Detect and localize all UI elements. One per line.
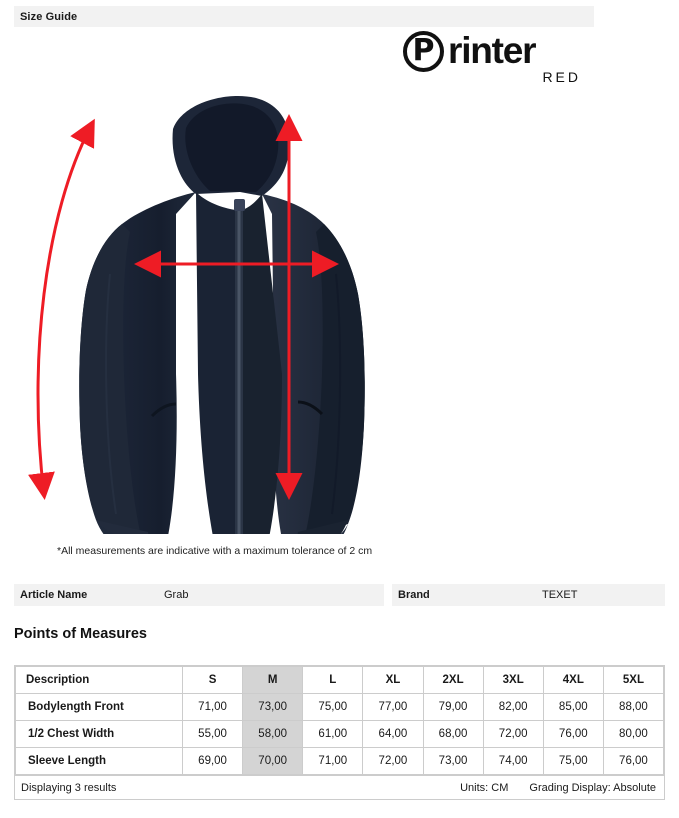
cell-xl: 64,00 bbox=[363, 721, 423, 748]
cell-5xl: 80,00 bbox=[603, 721, 663, 748]
brand-wordmark: rinter bbox=[448, 30, 536, 71]
printer-circle-icon bbox=[403, 31, 444, 72]
table-head bbox=[16, 667, 664, 694]
brand-logo-row bbox=[403, 30, 583, 72]
cell-l: 71,00 bbox=[303, 748, 363, 775]
column-header-xl: XL bbox=[363, 667, 423, 694]
cell-4xl: 85,00 bbox=[543, 694, 603, 721]
table-row bbox=[16, 694, 664, 721]
brand-label: Brand bbox=[398, 589, 430, 601]
cell-3xl: 74,00 bbox=[483, 748, 543, 775]
jacket-zipper bbox=[238, 202, 241, 534]
cell-s: 71,00 bbox=[183, 694, 243, 721]
tolerance-note: *All measurements are indicative with a maximum tolerance of 2 cm bbox=[57, 545, 373, 557]
cell-2xl: 68,00 bbox=[423, 721, 483, 748]
row-label: Bodylength Front bbox=[16, 694, 183, 721]
column-header-description: Description bbox=[16, 667, 183, 694]
table-row bbox=[16, 721, 664, 748]
garment-illustration bbox=[0, 74, 679, 534]
brand-value: TEXET bbox=[542, 589, 578, 601]
units-label: Units: CM bbox=[460, 781, 509, 794]
cell-m: 73,00 bbox=[243, 694, 303, 721]
column-header-m: M bbox=[243, 667, 303, 694]
cell-4xl: 75,00 bbox=[543, 748, 603, 775]
jacket-left-front-panel bbox=[196, 192, 236, 534]
table-footer bbox=[15, 775, 664, 799]
cell-xl: 77,00 bbox=[363, 694, 423, 721]
brand-mark-letter: P bbox=[412, 32, 435, 68]
cell-m: 58,00 bbox=[243, 721, 303, 748]
points-of-measures-table bbox=[14, 665, 665, 800]
article-name-label: Article Name bbox=[20, 589, 88, 601]
table-body bbox=[16, 694, 664, 775]
column-header-5xl: 5XL bbox=[603, 667, 663, 694]
size-guide-header bbox=[14, 6, 594, 27]
column-header-3xl: 3XL bbox=[483, 667, 543, 694]
column-header-2xl: 2XL bbox=[423, 667, 483, 694]
cell-l: 75,00 bbox=[303, 694, 363, 721]
points-of-measures-title: Points of Measures bbox=[14, 626, 147, 642]
jacket-figure-svg bbox=[0, 74, 679, 534]
column-header-l: L bbox=[303, 667, 363, 694]
article-name-value: Grab bbox=[164, 589, 189, 601]
cell-5xl: 76,00 bbox=[603, 748, 663, 775]
article-info-strip bbox=[14, 584, 384, 606]
table-row bbox=[16, 748, 664, 775]
page-title: Size Guide bbox=[20, 10, 78, 23]
column-header-4xl: 4XL bbox=[543, 667, 603, 694]
cell-s: 55,00 bbox=[183, 721, 243, 748]
cell-4xl: 76,00 bbox=[543, 721, 603, 748]
grading-display-label: Grading Display: Absolute bbox=[529, 781, 656, 794]
jacket-zip-pull bbox=[234, 199, 245, 211]
cell-3xl: 82,00 bbox=[483, 694, 543, 721]
table-header-row bbox=[16, 667, 664, 694]
footer-meta bbox=[442, 782, 656, 794]
row-label: 1/2 Chest Width bbox=[16, 721, 183, 748]
measurements-table bbox=[15, 666, 664, 775]
cell-l: 61,00 bbox=[303, 721, 363, 748]
cell-2xl: 79,00 bbox=[423, 694, 483, 721]
cell-xl: 72,00 bbox=[363, 748, 423, 775]
jacket-hood-inner bbox=[185, 103, 278, 192]
brand-info-strip bbox=[392, 584, 665, 606]
brand-subtitle: RED bbox=[542, 69, 581, 85]
cell-5xl: 88,00 bbox=[603, 694, 663, 721]
cell-s: 69,00 bbox=[183, 748, 243, 775]
cell-3xl: 72,00 bbox=[483, 721, 543, 748]
column-header-s: S bbox=[183, 667, 243, 694]
cell-m: 70,00 bbox=[243, 748, 303, 775]
cell-2xl: 73,00 bbox=[423, 748, 483, 775]
results-count: Displaying 3 results bbox=[21, 781, 117, 794]
row-label: Sleeve Length bbox=[16, 748, 183, 775]
